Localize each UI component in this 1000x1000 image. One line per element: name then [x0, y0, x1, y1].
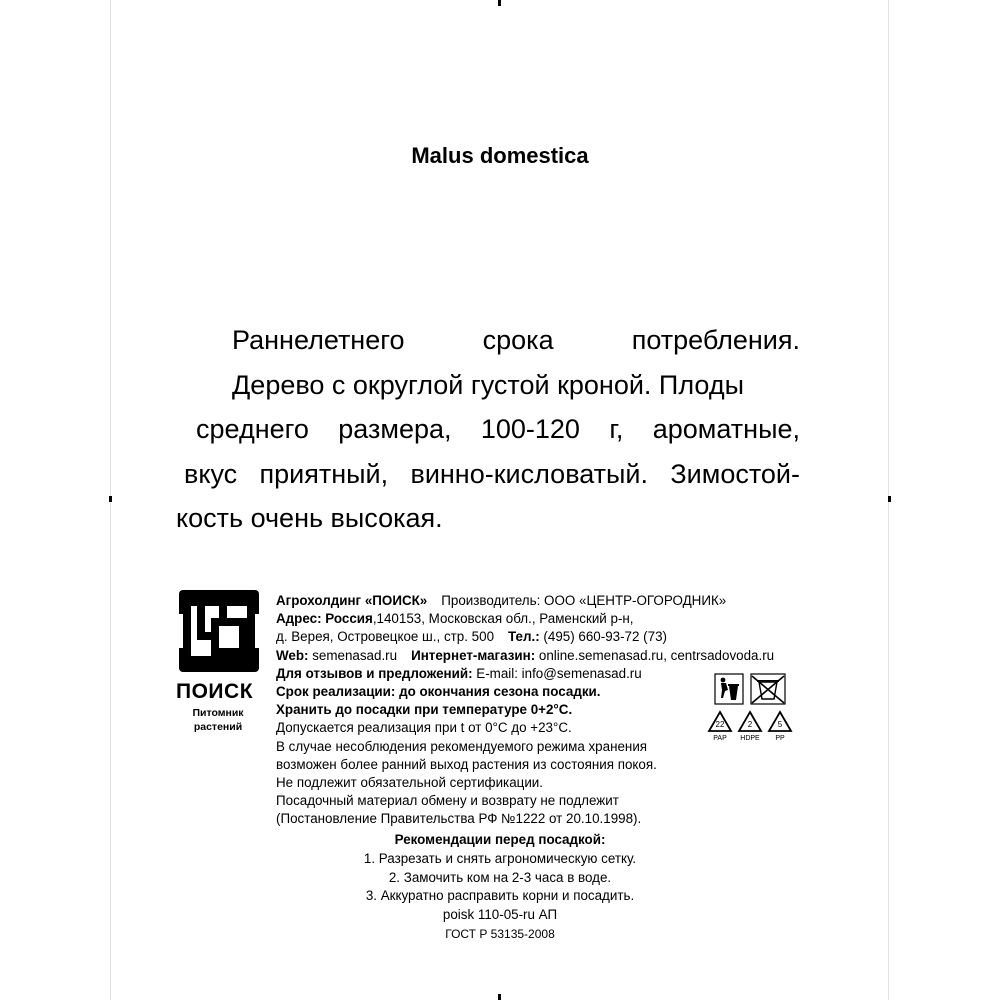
email-link[interactable]: E-mail: info@semenasad.ru [476, 665, 642, 681]
poisk-logo-icon [175, 588, 263, 676]
tidyman-icon [715, 674, 743, 704]
product-code: poisk 110-05-ru АП [442, 907, 558, 923]
recycle-pp-icon [769, 712, 791, 742]
shelf-life: Срок реализации: до окончания сезона посадки. [276, 684, 601, 700]
recommendations-title: Рекомендации перед посадкой: [394, 832, 606, 847]
address-label: Адрес: [276, 611, 322, 627]
crop-mark-top [498, 0, 501, 6]
info-line: (Постановление Правительства РФ №1222 от 20.10.1998). [276, 811, 642, 827]
recycle-label: PAP [713, 735, 727, 742]
no-dispose-icon [751, 674, 785, 704]
recycle-label: PP [775, 735, 785, 742]
web-link[interactable]: semenasad.ru [312, 647, 398, 663]
web-label: Web: [276, 647, 309, 663]
logo-subtitle [180, 706, 256, 734]
recycle-hdpe-icon [739, 712, 761, 742]
info-line: В случае несоблюдения рекомендуемого режима хранения [276, 738, 648, 754]
crop-mark-bottom [498, 994, 501, 1000]
info-line: Посадочный материал обмену и возврату не подлежит [276, 793, 619, 809]
packaging-symbols [705, 672, 805, 752]
info-line: Допускается реализация при t от 0°С до +23°С. [276, 720, 572, 736]
recycle-code: 22 [715, 720, 725, 729]
crop-mark-right [888, 496, 891, 502]
address-row-2 [276, 628, 836, 646]
description-line: вкус приятный, винно-кисловатый. Зимостой- [184, 458, 800, 489]
logo-subtitle-line: Питомник [192, 707, 244, 719]
company-name: Агрохолдинг «ПОИСК» [276, 593, 428, 608]
shop-link[interactable]: online.semenasad.ru, centrsadovoda.ru [538, 647, 775, 663]
gost-standard: ГОСТ Р 53135-2008 [445, 926, 555, 941]
recommendation-step: 3. Аккуратно расправить корни и посадить. [365, 888, 635, 904]
producer-text: Производитель: ООО «ЦЕНТР-ОГОРОДНИК» [441, 593, 727, 608]
address-row [276, 610, 836, 628]
species-name: Malus domestica [411, 143, 589, 168]
feedback-label: Для отзывов и предложений: [276, 665, 473, 681]
recycle-pap-icon [709, 712, 731, 742]
logo-subtitle-line: растений [193, 721, 243, 733]
address-text-2: д. Верея, Островецкое ш., стр. 500 [276, 629, 495, 645]
tel-value: (495) 660-93-72 (73) [543, 629, 667, 645]
web-row [276, 647, 836, 665]
description-line: Раннелетнего срока потребления. [232, 325, 800, 355]
address-country: Россия [325, 611, 373, 627]
recycle-code: 5 [777, 720, 783, 729]
crop-mark-left [109, 496, 112, 502]
description-line: среднего размера, 100-120 г, ароматные, [196, 414, 800, 444]
info-line: возможен более ранний выход растения из состояния покоя. [276, 756, 657, 772]
recycle-code: 2 [747, 720, 753, 729]
logo-name: ПОИСК [176, 680, 254, 703]
tel-label: Тел.: [508, 629, 540, 645]
shop-label: Интернет-магазин: [411, 647, 536, 663]
recommendation-step: 1. Разрезать и снять агрономическую сетку. [363, 850, 637, 866]
storage-conditions: Хранить до посадки при температуре 0+2°С. [276, 702, 573, 718]
recommendation-step: 2. Замочить ком на 2-3 часа в воде. [388, 869, 612, 885]
company-row [276, 592, 836, 610]
description-line: кость очень высокая. [176, 503, 443, 533]
recommendations [276, 831, 724, 944]
recycle-label: HDPE [740, 735, 760, 742]
info-line: Не подлежит обязательной сертификации. [276, 775, 543, 791]
address-text: ,140153, Московская обл., Раменский р-н, [372, 611, 634, 627]
description [176, 318, 800, 541]
description-line: Дерево с округлой густой кроной. Плоды [232, 369, 744, 400]
